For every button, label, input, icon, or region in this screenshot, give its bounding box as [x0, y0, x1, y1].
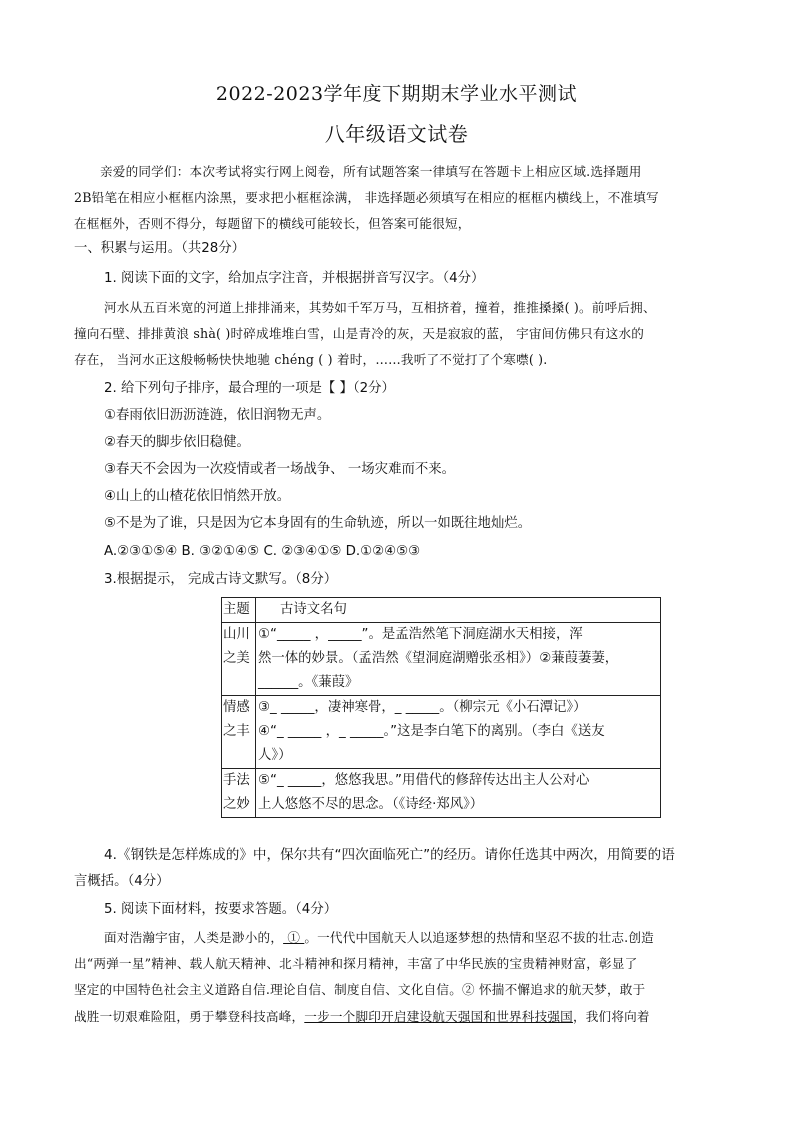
poetry-table [221, 597, 661, 818]
instructions-line-2: 2B铅笔在相应小框框内涂黑，要求把小框框涂满， 非选择题必须填写在相应的框框内横线上，不准填写 [74, 190, 659, 205]
q1-passage-line-2: 撞向石壁、排排黄浪 shà( )时碎成堆堆白雪，山是青冷的灰，天是寂寂的蓝， 宇宙间仿佛只有这水的 [74, 326, 645, 341]
q4-line-2: 言概括。（4分） [74, 874, 170, 889]
q5-passage-text: 面对浩瀚宇宙，人类是渺小的， [104, 930, 284, 945]
table-cell-line: ______。《蒹葭》 [258, 675, 359, 690]
q3-stem: 3.根据提示， 完成古诗文默写。（8分） [104, 572, 338, 587]
q5-passage-text: ，我们将向着 [572, 1009, 650, 1024]
exam-title: 2022-2023学年度下期期末学业水平测试 [215, 83, 578, 105]
q5-passage-line-1 [104, 929, 752, 947]
table-row [222, 769, 661, 818]
table-cell-line: ①“_____ ，_____”。是孟浩然笔下洞庭湖水天相接，浑 [258, 627, 583, 642]
blank-marker-1: ① [283, 930, 305, 945]
q2-sentence-5: ⑤不是为了谁，只是因为它本身固有的生命轨迹，所以一如既往地灿烂。 [104, 516, 532, 531]
instructions-line-1: 亲爱的同学们：本次考试将实行网上阅卷，所有试题答案一律填写在答题卡上相应区域.选择题用 [100, 164, 642, 179]
q5-passage-line-3: 坚定的中国特色社会主义道路自信.理论自信、制度自信、文化自信。② 怀揣不懈追求的航天梦，敢于 [74, 982, 646, 997]
exam-subtitle: 八年级语文试卷 [324, 122, 469, 146]
table-row [222, 623, 661, 696]
table-header-topic: 主题 [222, 598, 256, 623]
table-cell-line: ⑤“_ _____，悠悠我思。”用借代的修辞传达出主人公对心 [258, 773, 590, 788]
q5-passage-text: 战胜一切艰难险阻，勇于攀登科技高峰， [74, 1009, 305, 1024]
q1-stem: 1. 阅读下面的文字，给加点字注音，并根据拼音写汉字。（4分） [104, 271, 485, 286]
q2-stem: 2. 给下列句子排序，最合理的一项是【 】（2分） [104, 381, 395, 396]
instructions-line-3: 在框框外，否则不得分，每题留下的横线可能较长，但答案可能很短， [74, 216, 471, 231]
table-cell-line: 人》） [258, 748, 292, 763]
table-row-content [256, 696, 661, 769]
table-row-content [256, 769, 661, 818]
table-cell-line: ④“_ _____ ，_ _____。”这是李白笔下的离别。（李白《送友 [258, 724, 605, 739]
q5-passage-text: 。一代代中国航天人以追逐梦想的热情和坚忍不拔的壮志.创造 [304, 930, 654, 945]
table-cell-line: 上人悠悠不尽的思念。（《诗经·郑风》） [258, 797, 484, 812]
q2-sentence-2: ②春天的脚步依旧稳健。 [104, 435, 250, 450]
table-header-content: 古诗文名句 [256, 598, 661, 623]
table-row [222, 696, 661, 769]
table-cell-line: 然一体的妙景。（孟浩然《望洞庭湖赠张丞相》）②蒹葭萋萋， [258, 651, 619, 666]
q5-passage-line-4 [74, 1008, 722, 1026]
q2-sentence-4: ④山上的山楂花依旧悄然开放。 [104, 489, 291, 504]
q2-sentence-3: ③春天不会因为一次疫情或者一场战争、 一场灾难而不来。 [104, 462, 456, 477]
table-row-topic: 手法之妙 [222, 769, 256, 818]
table-cell-line: ③_ _____，凄神寒骨，_ _____。（柳宗元《小石潭记》） [258, 700, 587, 715]
q4-line-1: 4.《钢铁是怎样炼成的》中，保尔共有“四次面临死亡”的经历。请你任选其中两次，用简要的语 [104, 847, 675, 863]
q5-passage-line-2: 出“两弹一星”精神、载人航天精神、北斗精神和探月精神，丰富了中华民族的宝贵精神财富，彰显了 [74, 956, 638, 971]
underlined-phrase: 一步一个脚印开启建设航天强国和世界科技强国 [304, 1009, 573, 1024]
q1-passage-line-1: 河水从五百米宽的河道上排排涌来，其势如千军万马，互相挤着，撞着，推推搡搡( )。前呼后拥、 [104, 300, 656, 315]
table-row-topic: 情感之丰 [222, 696, 256, 769]
table-header-row [222, 598, 661, 623]
section-heading: 一、积累与运用。（共28分） [74, 241, 246, 256]
q1-passage-line-3: 存在， 当河水正这般畅畅快快地驰 chéng ( ) 着时，……我听了不觉打了个寒噤( ). [74, 352, 548, 367]
q2-options: A.②③①⑤④ B. ③②①④⑤ C. ②③④①⑤ D.①②④⑤③ [104, 544, 421, 559]
table-row-content [256, 623, 661, 696]
table-row-topic: 山川之美 [222, 623, 256, 696]
q5-stem: 5. 阅读下面材料，按要求答题。（4分） [104, 902, 338, 917]
q2-sentence-1: ①春雨依旧沥沥涟涟，依旧润物无声。 [104, 408, 331, 423]
